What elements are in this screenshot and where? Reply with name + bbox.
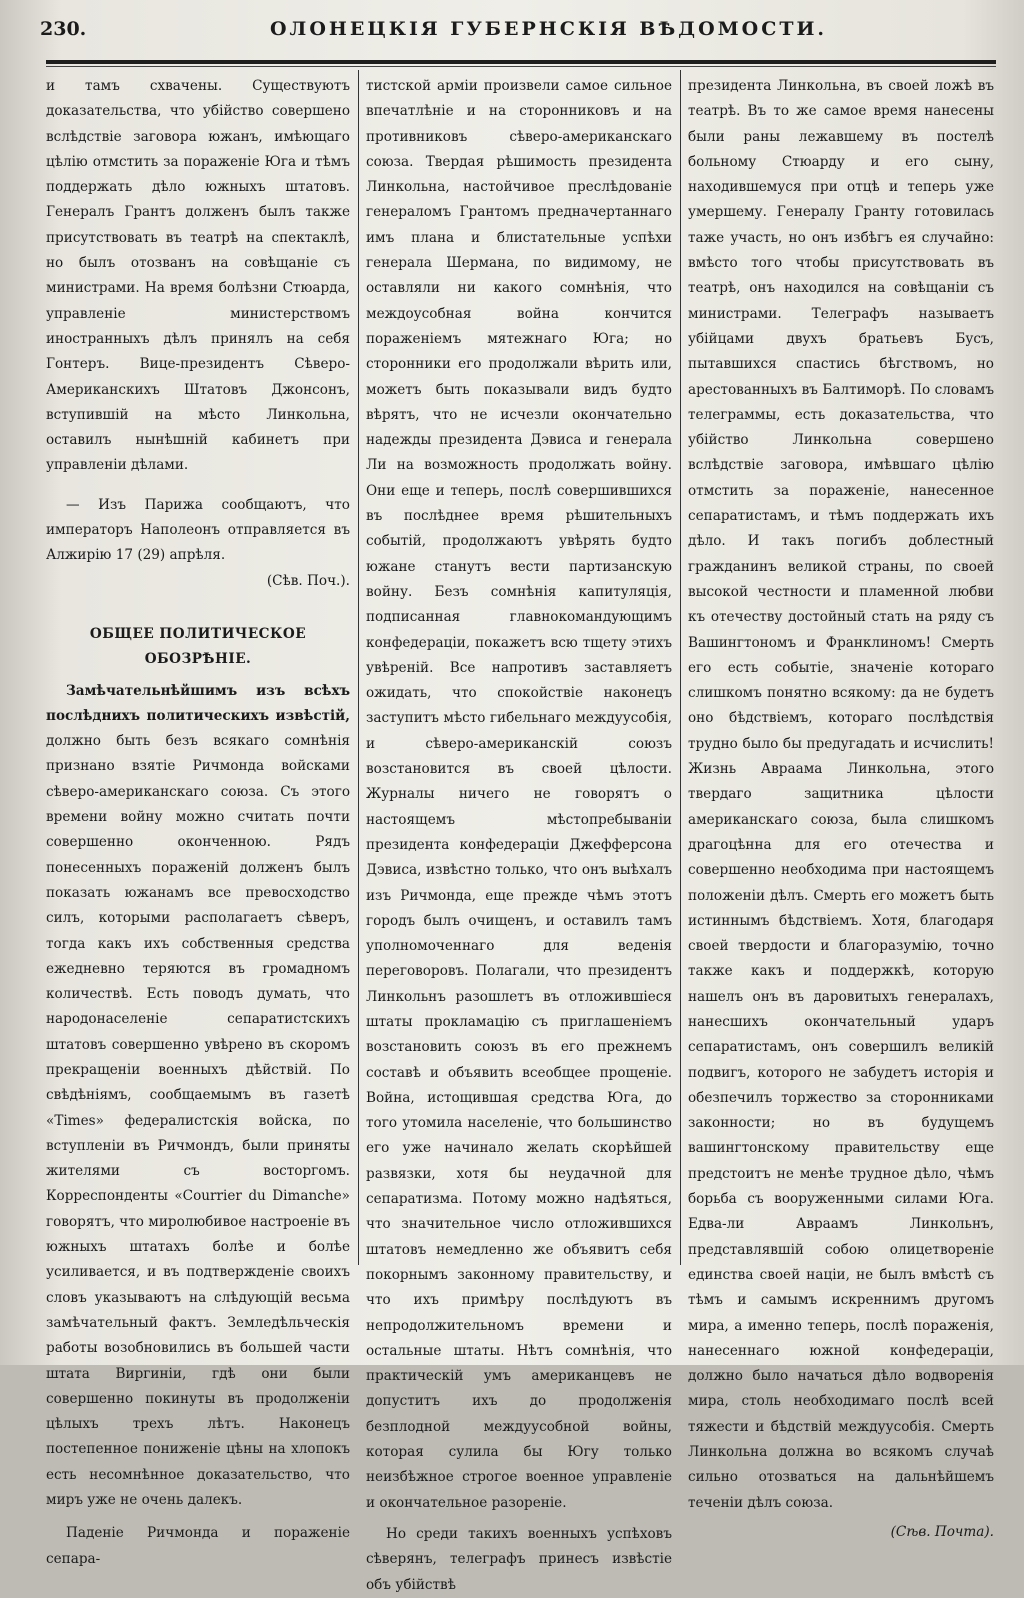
column-divider-2 [680, 70, 681, 1265]
article-continuation: и тамъ схвачены. Существуютъ доказательства, что убійство совершено вслѣдствіе заговора южанъ, имѣющаго цѣлію отмстить за пораженіе Юга и тѣмъ поддержать дѣло южныхъ штатовъ. Генералъ Грантъ долженъ былъ также присутствовать въ театрѣ на спектаклѣ, но былъ отозванъ на совѣщаніе съ министрами. На время болѣзни Стюарда, управленіе министерствомъ иностранныхъ дѣлъ принялъ на себя Гонтеръ. Вице-президентъ Сѣверо-Американскихъ Штатовъ Джонсонъ, вступившій на мѣсто Линкольна, оставилъ нынѣшній кабинетъ при управленіи дѣлами. [46, 78, 350, 474]
column-divider-1 [358, 70, 359, 1265]
overview-body: должно быть безъ всякаго сомнѣнія признано взятіе Ричмонда войсками сѣверо-американскаго союза. Съ этого времени войну можно считать почти совершенно оконченною. Рядъ понесенныхъ пораженій долженъ былъ показать южанамъ все превосходство силъ, которыми располагаетъ сѣверъ, тогда какъ ихъ собственныя средства ежедневно теряются въ громадномъ количествѣ. Есть поводъ думать, что народонаселеніе сепаратистскихъ штатовъ совершенно увѣрено въ скоромъ прекращеніи военныхъ дѣйствій. По свѣдѣніямъ, сообщаемымъ въ газетѣ «Times» федералистскія войска, по вступленіи въ Ричмондъ, были приняты жителями съ восторгомъ. Корреспонденты «Courrier du Dimanche» говорятъ, что миролюбивое настроеніе въ южныхъ штатахъ болѣе и болѣе усиливается, и въ подтвержденіе своихъ словъ указываютъ на слѣдующій весьма замѣчательный фактъ. Земледѣльческія работы возобновились въ большей части штата Виргиніи, гдѣ они были совершенно покинуты въ продолженіи цѣлыхъ трехъ лѣтъ. Наконецъ постепенное пониженіе цѣны на хлопокъ есть несомнѣнное доказательство, что миръ уже не очень далекъ. [46, 733, 350, 1509]
overview-paragraph-2: Паденіе Ричмонда и пораженіе сепара- [46, 1525, 350, 1567]
page-header [40, 14, 1000, 48]
column-right [688, 74, 994, 1540]
lincoln-paragraph: президента Линкольна, въ своей ложѣ въ театрѣ. Въ то же самое время нанесены были раны лежавшему въ постелѣ больному Стюарду и его сыну, находившемуся при отцѣ и теперь уже умершему. Генералу Гранту готовилась таже участь, но онъ избѣгъ ея случайно: вмѣсто того чтобы присутствовать въ театрѣ, онъ находился на совѣщаніи съ министрами. Телеграфъ называетъ убійцами двухъ братьевъ Бусъ, пытавшихся спастись бѣгствомъ, но арестованныхъ въ Балтиморѣ. По словамъ телеграммы, есть доказательства, что убійство Линкольна совершено вслѣдствіе заговора, имѣвшаго цѣлію отмстить за пораженіе, нанесенное сепаратистамъ, и тѣмъ поддержать ихъ дѣло. И такъ погибъ доблестный гражданинъ великой страны, по своей высокой честности и пламенной любви къ отечеству достойный стать на ряду съ Вашингтономъ и Франклиномъ! Смерть его есть событіе, значеніе котораго слишкомъ понятно всякому: да не будетъ оно бѣдствіемъ, котораго послѣдствія трудно было бы предугадать и исчислить! Жизнь Авраама Линкольна, этого твердаго защитника цѣлости американскаго союза, была слишкомъ драгоцѣнна для его отечества и совершенно необходима при настоящемъ положеніи дѣлъ. Смерть его можетъ быть истиннымъ бѣдствіемъ. Хотя, благодаря своей твердости и благоразумію, точно также какъ и поддержкѣ, которую нашелъ онъ въ даровитыхъ генералахъ, нанесшихъ окончательный ударъ сепаратистамъ, онъ совершилъ великій подвигъ, которого не забудетъ исторія и обезпечилъ торжество за сторонниками законности; но въ будущемъ вашингтонскому правительству еще предстоитъ не менѣе трудное дѣло, чѣмъ борьба съ вооруженными силами Юга. Едва-ли Авраамъ Линкольнъ, представлявшій собою олицетвореніе единства своей націи, не былъ вмѣстѣ съ тѣмъ и самымъ искреннимъ другомъ мира, а именно теперь, послѣ пораженія, нанесеннаго южной конфедераціи, должно было начаться дѣло водворенія мира, столь необходимаго послѣ всей тяжести и бѣдствій междуусобія. Смерть Линкольна должна во всякомъ случаѣ сильно отозваться на дальнѣйшемъ теченіи дѣлъ союза. [688, 78, 994, 1511]
header-rule-thick [46, 60, 996, 64]
overview-lead: Замѣчательнѣйшимъ изъ всѣхъ послѣднихъ политическихъ извѣстій, [46, 682, 350, 724]
page-number: 230. [40, 18, 87, 40]
paris-news: — Изъ Парижа сообщаютъ, что императоръ Наполеонъ отправляется въ Алжирію 17 (29) апрѣля. [46, 496, 350, 564]
header-rule-thin [46, 66, 996, 67]
overview-paragraph-3: тистской арміи произвели самое сильное впечатлѣніе и на сторонниковъ и на противниковъ сѣверо-американскаго союза. Твердая рѣшимость президента Линкольна, настойчивое преслѣдованіе генераломъ Грантомъ предначертаннаго имъ плана и блистательные успѣхи генерала Шермана, по видимому, не оставляли ни какого сомнѣнія, что междоусобная война кончится пораженіемъ мятежнаго Юга; но сторонники его продолжали вѣрить или, можетъ быть показывали видъ будто вѣрятъ, что не исчезли окончательно надежды президента Дэвиса и генерала Ли на возможность продолжать войну. Они еще и теперь, послѣ совершившихся въ послѣднее время рѣшительныхъ событій, продолжаютъ увѣрять будто южане станутъ вести партизанскую войну. Безъ сомнѣнія капитуляція, подписанная главнокомандующимъ конфедераціи, покажетъ всю тщету этихъ увѣреній. Все напротивъ заставляетъ ожидать, что спокойствіе наконецъ заступитъ мѣсто гибельнаго междуусобія, и сѣверо-американскій союзъ возстановится въ своей цѣлости. Журналы ничего не говорятъ о настоящемъ мѣстопребываніи президента конфедераціи Джефферсона Дэвиса, извѣстно только, что онъ выѣхалъ изъ Ричмонда, еще прежде чѣмъ этотъ городъ былъ очищенъ, и оставилъ тамъ уполномоченнаго для веденія переговоровъ. Полагали, что президентъ Линкольнъ разошлетъ въ отложившіеся штаты прокламацію съ приглашеніемъ возстановить союзъ въ его прежнемъ составѣ и объявить всеобщее прощеніе. Война, истощившая средства Юга, до того утомила населеніе, что большинство его уже начинало желать скорѣйшей развязки, хотя бы неудачной для сепаратизма. Потому можно надѣяться, что значительное число отложившихся штатовъ немедленно же объявитъ себя покорнымъ законному правительству, и что ихъ примѣру послѣдуютъ въ непродолжительномъ времени и остальные штаты. Нѣтъ сомнѣнія, что практическій умъ американцевъ не допуститъ ихъ до продолженія безплодной междуусобной войны, которая сулила бы Югу только неизбѣжное строгое военное управленіе и окончательное разореніе. [366, 78, 672, 1511]
column-middle [366, 74, 672, 1593]
masthead-title: ОЛОНЕЦКІЯ ГУБЕРНСКІЯ ВѢДОМОСТИ. [270, 18, 828, 40]
section-title: ОБЩЕЕ ПОЛИТИЧЕСКОЕ ОБОЗРѢНІЕ. [89, 625, 307, 668]
overview-paragraph-1 [46, 679, 350, 1514]
column-left [46, 74, 350, 1567]
overview-paragraph-4: Но среди такихъ военныхъ успѣховъ сѣверянъ, телеграфъ принесъ извѣстіе объ убійствѣ [366, 1525, 672, 1593]
paris-news-source: (Сѣв. Поч.). [266, 572, 350, 589]
lincoln-source: (Сѣв. Почта). [890, 1523, 994, 1540]
